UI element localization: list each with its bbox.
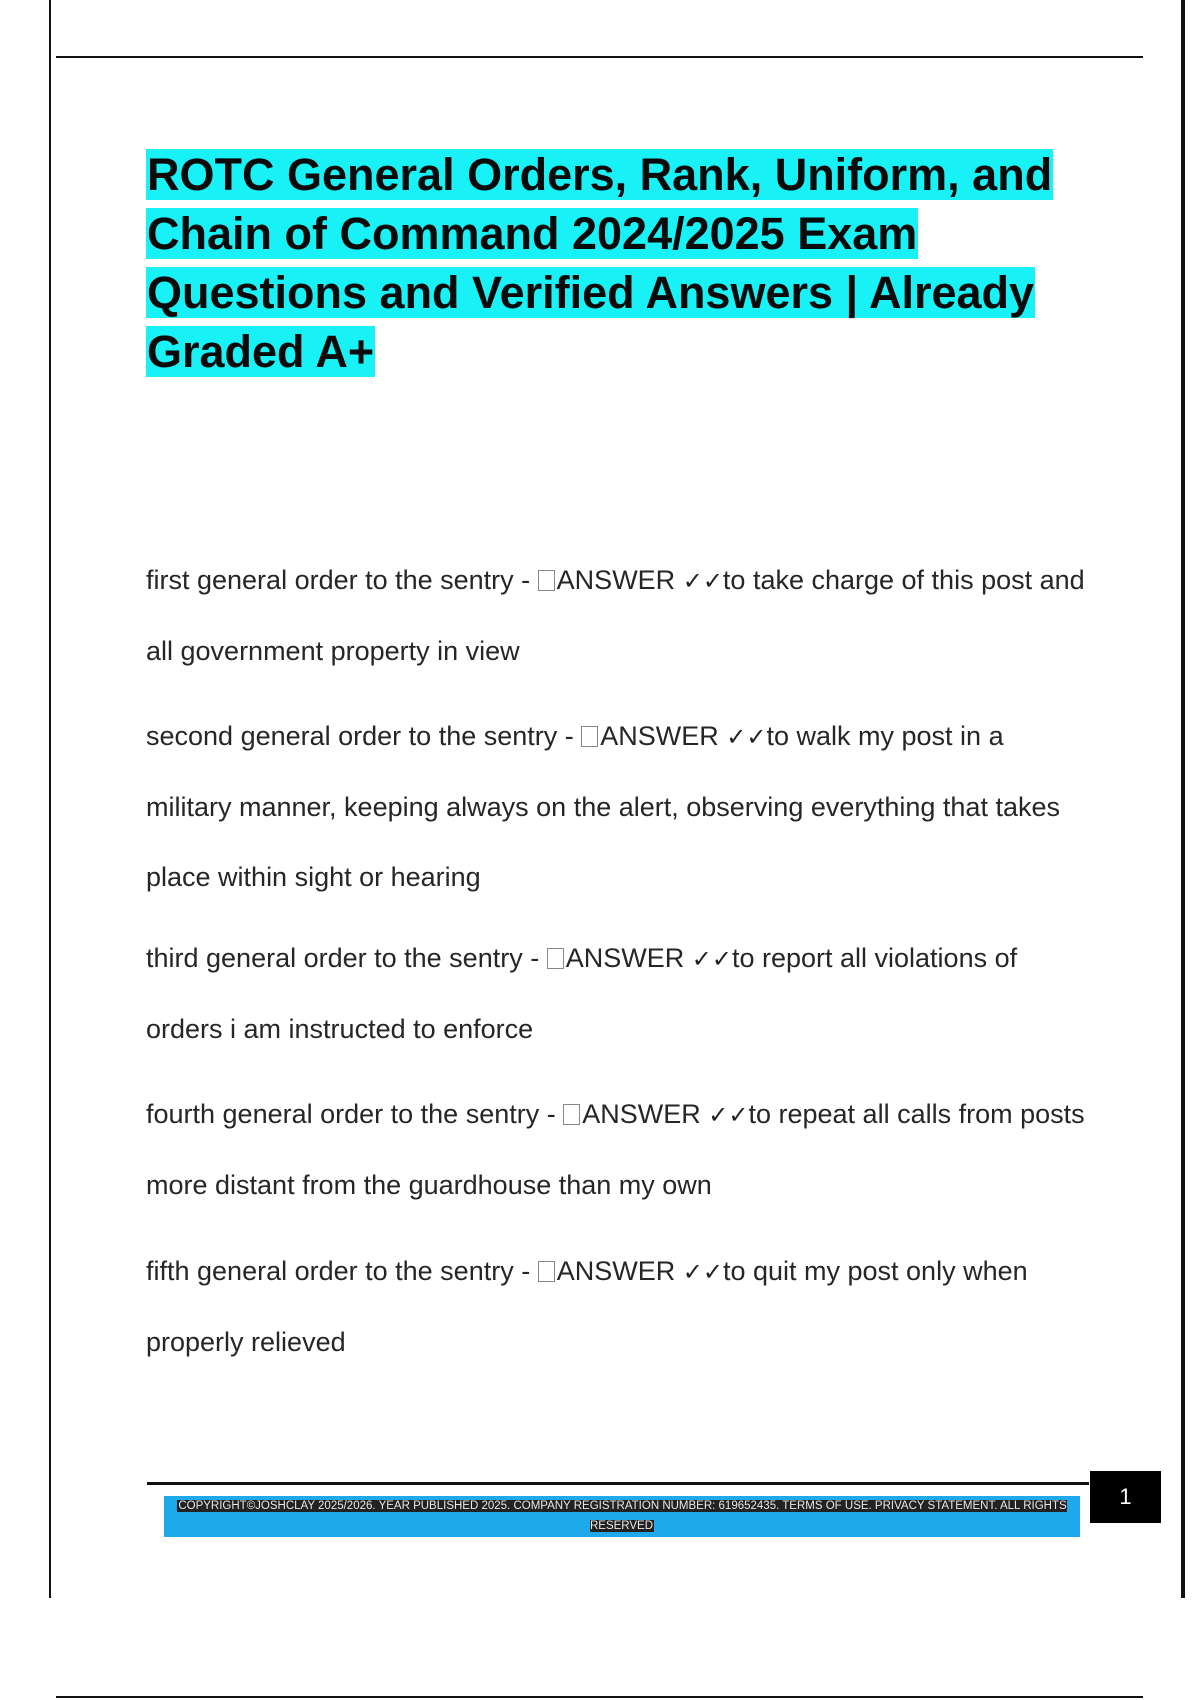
answer-text: to take charge of this post and all government property in view [146,565,1085,666]
answer-text: to repeat all calls from posts more distant from the guardhouse than my own [146,1099,1085,1200]
question-text: third general order to the sentry - [146,943,547,973]
answer-text: to walk my post in a military manner, keeping always on the alert, observing everything that takes place within sight or hearing [146,721,1060,892]
qa-item-2 [146,701,1096,912]
question-text: first general order to the sentry - [146,565,538,595]
page-number: 1 [1090,1471,1161,1523]
qa-item-1 [146,545,1096,686]
answer-marker: ANSWER [582,1099,701,1129]
answer-marker: ANSWER [556,565,676,595]
question-text: second general order to the sentry - [146,721,582,751]
check-marks-icon: ✓✓ [708,1101,749,1129]
footer-rule [147,1482,1089,1485]
missing-glyph-icon [563,1104,580,1125]
qa-item-4 [146,1079,1096,1220]
check-marks-icon: ✓✓ [726,723,767,751]
document-title [146,145,1096,381]
page-border-right [1181,0,1185,1598]
check-marks-icon: ✓✓ [682,567,723,595]
missing-glyph-icon [538,1261,555,1282]
question-text: fifth general order to the sentry - [146,1256,538,1286]
question-text: fourth general order to the sentry - [146,1099,564,1129]
missing-glyph-icon [538,570,555,591]
header-rule [56,56,1143,58]
missing-glyph-icon [547,948,564,969]
page-border-left [49,0,51,1598]
check-marks-icon: ✓✓ [682,1258,723,1286]
answer-marker: ANSWER [565,943,685,973]
answer-marker: ANSWER [556,1256,676,1286]
missing-glyph-icon [581,726,598,747]
title-highlight: ROTC General Orders, Rank, Uniform, and Chain of Command 2024/2025 Exam Questions and Verified Answers | Already Graded A+ [147,149,1053,377]
copyright-text: COPYRIGHT©JOSHCLAY 2025/2026. YEAR PUBLISHED 2025. COMPANY REGISTRATION NUMBER: 619652435. TERMS OF USE. PRIVACY STATEMENT. ALL RIGHTS RESERVED [178,1500,1067,1532]
answer-text: to quit my post only when properly relieved [146,1256,1028,1357]
answer-text: to report all violations of orders i am instructed to enforce [146,943,1018,1044]
copyright-footer [164,1496,1080,1537]
qa-item-5 [146,1236,1096,1377]
next-page-rule [56,1696,1143,1698]
check-marks-icon: ✓✓ [691,945,732,973]
answer-marker: ANSWER [600,721,719,751]
qa-item-3 [146,923,1096,1064]
